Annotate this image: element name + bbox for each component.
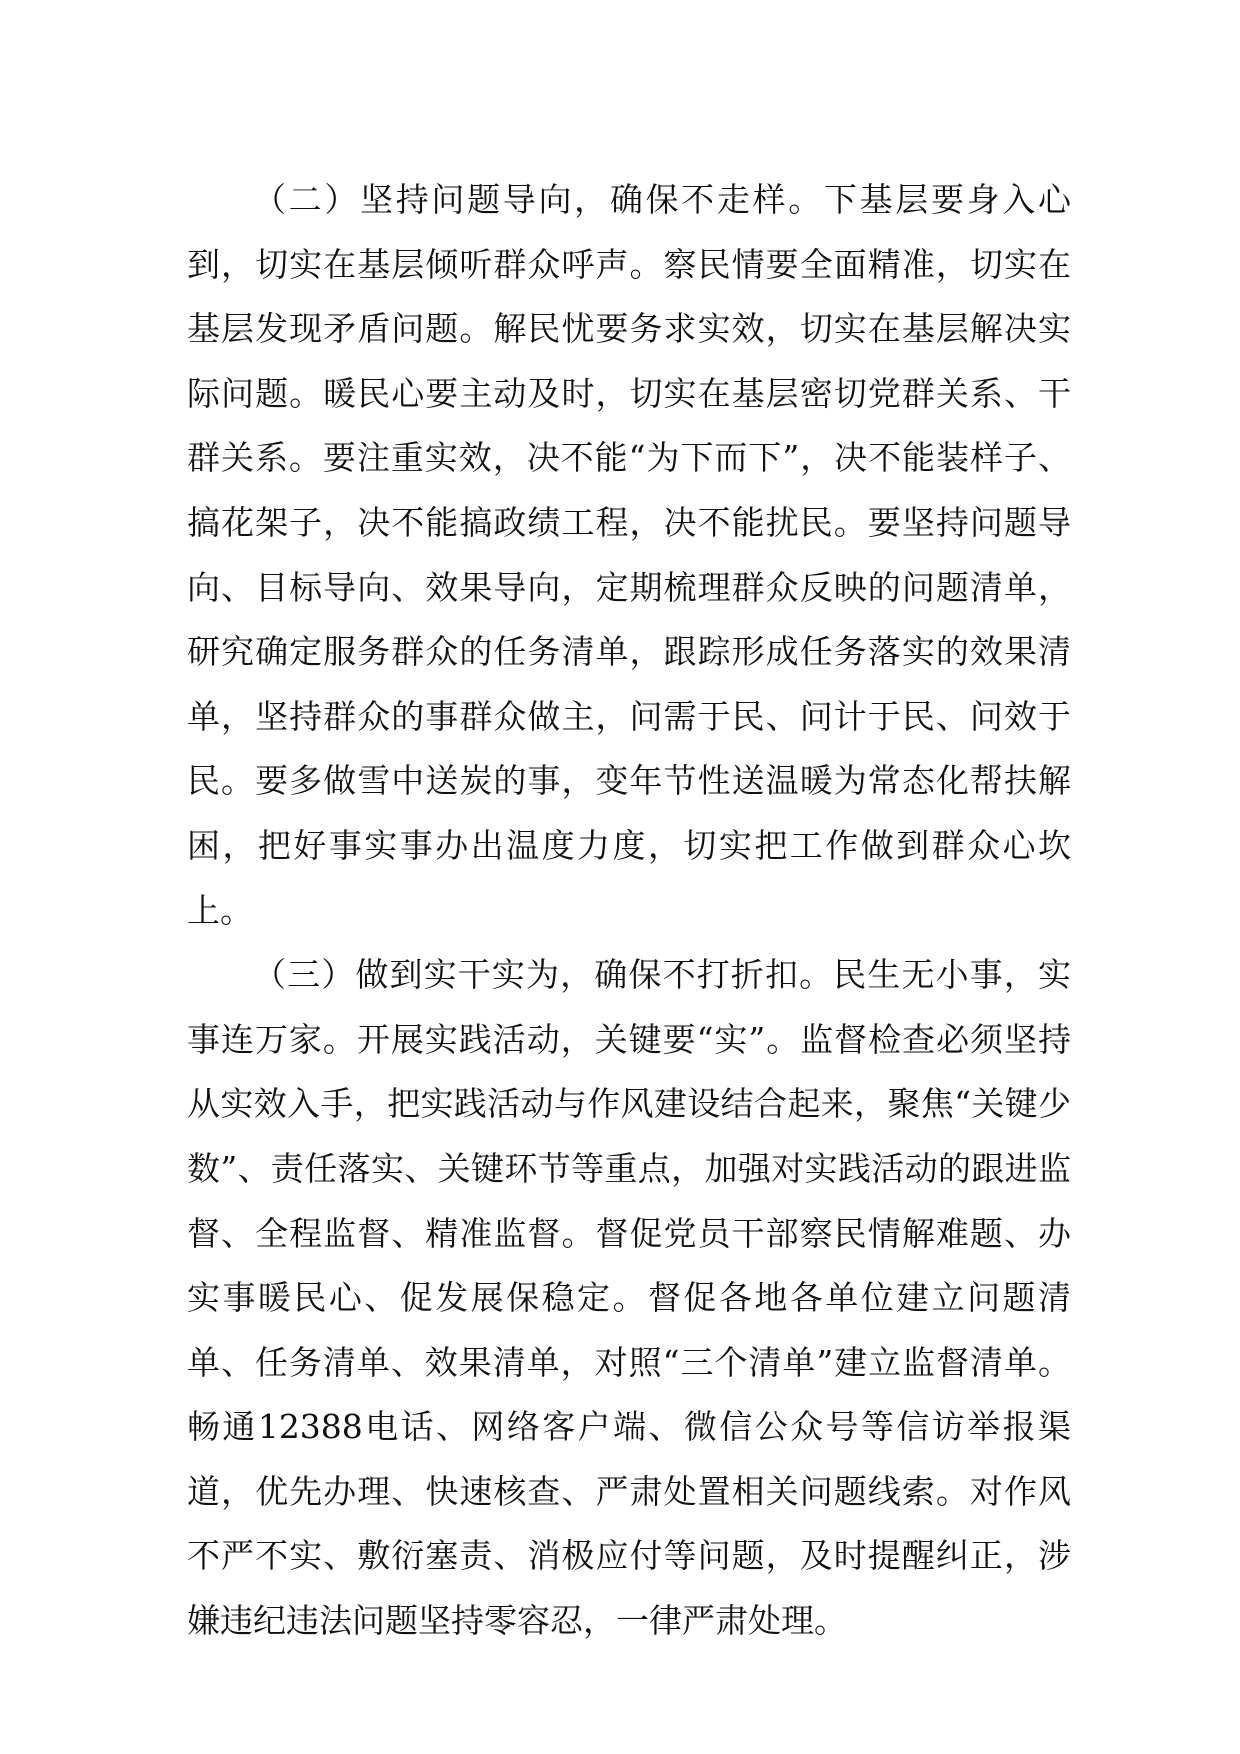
paragraph-3-practical-work: （三）做到实干实为，确保不打折扣。民生无小事，实事连万家。开展实践活动，关键要“实”。监督检查必须坚持从实效入手，把实践活动与作风建设结合起来，聚焦“关键少数”、责任落实、关键环节等重点，加强对实践活动的跟进监督、全程监督、精准监督。督促党员干部察民情解难题、办实事暖民心、促发展保稳定。督促各地各单位建立问题清单、任务清单、效果清单，对照“三个清单”建立监督清单。畅通12388电话、网络客户端、微信公众号等信访举报渠道，优先办理、快速核查、严肃处置相关问题线索。对作风不严不实、敷衍塞责、消极应付等问题，及时提醒纠正，涉嫌违纪违法问题坚持零容忍，一律严肃处理。	[187, 955, 1071, 1641]
paragraph-2-problem-orientation: （二）坚持问题导向，确保不走样。下基层要身入心到，切实在基层倾听群众呼声。察民情要全面精准，切实在基层发现矛盾问题。解民忧要务求实效，切实在基层解决实际问题。暖民心要主动及时，切实在基层密切党群关系、干群关系。要注重实效，决不能“为下而下”，决不能装样子、搞花架子，决不能搞政绩工程，决不能扰民。要坚持问题导向、目标导向、效果导向，定期梳理群众反映的问题清单，研究确定服务群众的任务清单，跟踪形成任务落实的效果清单，坚持群众的事群众做主，问需于民、问计于民、问效于民。要多做雪中送炭的事，变年节性送温暖为常态化帮扶解困，把好事实事办出温度力度，切实把工作做到群众心坎上。	[187, 180, 1071, 930]
document-body	[187, 168, 1071, 1654]
